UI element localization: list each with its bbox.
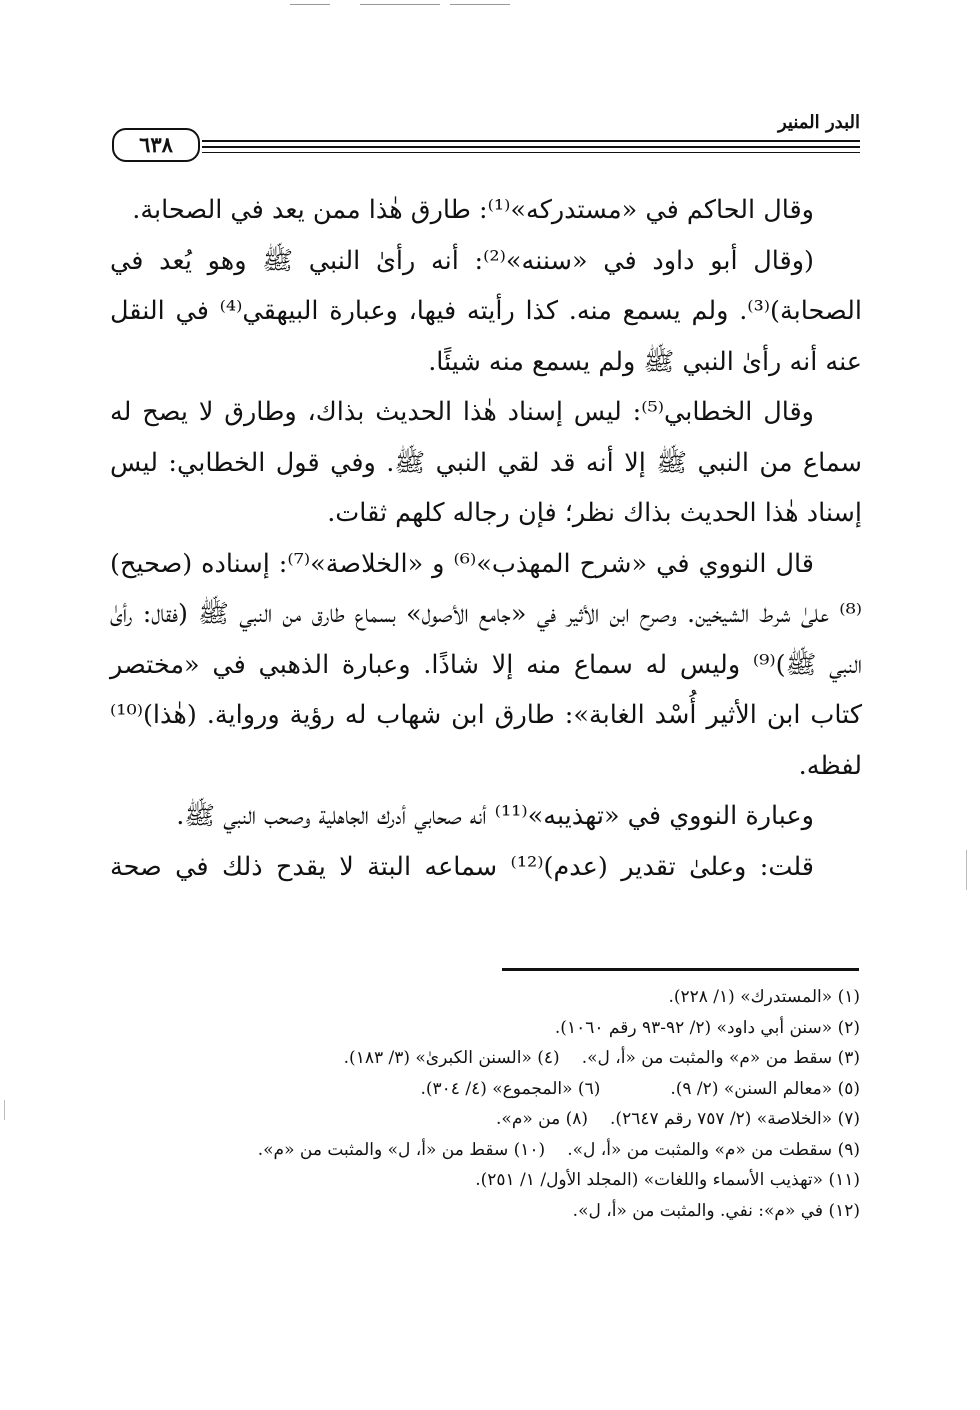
book-title: البدر المنير	[777, 112, 860, 133]
footnote: (١١) «تهذيب الأسماء واللغات» (المجلد الأول/ ١/ ٢٥١).	[475, 1170, 860, 1190]
footnote: (٤) «السنن الكبرىٰ» (٣/ ١٨٣).	[343, 1048, 560, 1068]
top-scratch-mark	[450, 4, 510, 5]
paragraph: (وقال أبو داود في «سننه»⁽²⁾: أنه رأىٰ النبي ﷺ وهو يُعد في الصحابة)⁽³⁾. ولم يسمع منه. كذا رأيته فيها، وعبارة البيهقي⁽⁴⁾ في النقل عنه أنه رأىٰ النبي ﷺ ولم يسمع منه شيئًا.	[110, 245, 862, 377]
footnote-line	[110, 1165, 860, 1196]
scan-edge-mark	[966, 850, 967, 890]
footnotes	[110, 982, 860, 1226]
footnote-line	[110, 982, 860, 1013]
footnote: (١) «المستدرك» (١/ ٢٢٨).	[668, 987, 860, 1007]
footnote-line	[110, 1104, 860, 1135]
footnote: (٩) سقطت من «م» والمثبت من «أ، ل».	[567, 1139, 860, 1160]
footnote-separator	[502, 968, 859, 971]
footnote: (٥) «معالم السنن» (٢/ ٩).	[670, 1078, 860, 1099]
footnote: (٣) سقط من «م» والمثبت من «أ، ل».	[581, 1048, 860, 1068]
footnote: (١٠) سقط من «أ، ل» والمثبت من «م».	[257, 1139, 546, 1160]
footnote-line	[110, 1043, 860, 1074]
footnote: (٧) «الخلاصة» (٢/ ٧٥٧ رقم ٢٦٤٧).	[610, 1109, 860, 1129]
top-scratch-mark	[290, 4, 330, 5]
top-scratch-mark	[360, 4, 440, 5]
scan-edge-mark	[4, 1100, 5, 1120]
paragraph: قلت: وعلىٰ تقدير (عدم)⁽¹²⁾ سماعه البتة لا يقدح ذلك في صحة	[110, 851, 814, 882]
footnote-line	[110, 1135, 860, 1166]
paragraph: قال النووي في «شرح المهذب»⁽⁶⁾ و «الخلاصة»⁽⁷⁾: إسناده (صحيح)⁽⁸⁾ علىٰ شرط الشيخين. وصرح ابن الأثير في «جامع الأصول» بسماع طارق من النبي ﷺ (فقال: رأىٰ النبي ﷺ)⁽⁹⁾ وليس له سماع منه إلا شاذًا. وعبارة الذهبي في «مختصر كتاب ابن الأثير أُسْد الغابة»: طارق ابن شهاب له رؤية ورواية. (هٰذا)⁽¹⁰⁾ لفظه.	[110, 548, 862, 781]
page-header	[112, 112, 860, 160]
main-text	[110, 185, 862, 892]
footnote: (٦) «المجموع» (٤/ ٣٠٤).	[420, 1078, 601, 1099]
header-rule	[202, 140, 860, 142]
header-rule	[202, 152, 860, 153]
paragraph: وقال الخطابي⁽⁵⁾: ليس إسناد هٰذا الحديث بذاك، وطارق لا يصح له سماع من النبي ﷺ إلا أنه قد لقي النبي ﷺ. وفي قول الخطابي: ليس إسناد هٰذا الحديث بذاك نظر؛ فإن رجاله كلهم ثقات.	[110, 397, 862, 528]
footnote: (١٢) في «م»: نفي. والمثبت من «أ، ل».	[572, 1200, 860, 1221]
footnote-line	[110, 1074, 860, 1105]
page-number: ٦٣٨	[112, 128, 200, 162]
paragraph: وقال الحاكم في «مستدركه»⁽¹⁾: طارق هٰذا ممن يعد في الصحابة.	[132, 195, 814, 225]
footnote-line	[110, 1196, 860, 1227]
paragraph: وعبارة النووي في «تهذيبه»⁽¹¹⁾ أنه صحابي أدرك الجاهلية وصحب النبي ﷺ.	[176, 801, 814, 831]
header-rule	[202, 146, 860, 148]
footnote: (٢) «سنن أبي داود» (٢/ ٩٢-٩٣ رقم ١٠٦٠).	[554, 1017, 860, 1038]
footnote: (٨) من «م».	[496, 1109, 589, 1129]
footnote-line	[110, 1013, 860, 1044]
